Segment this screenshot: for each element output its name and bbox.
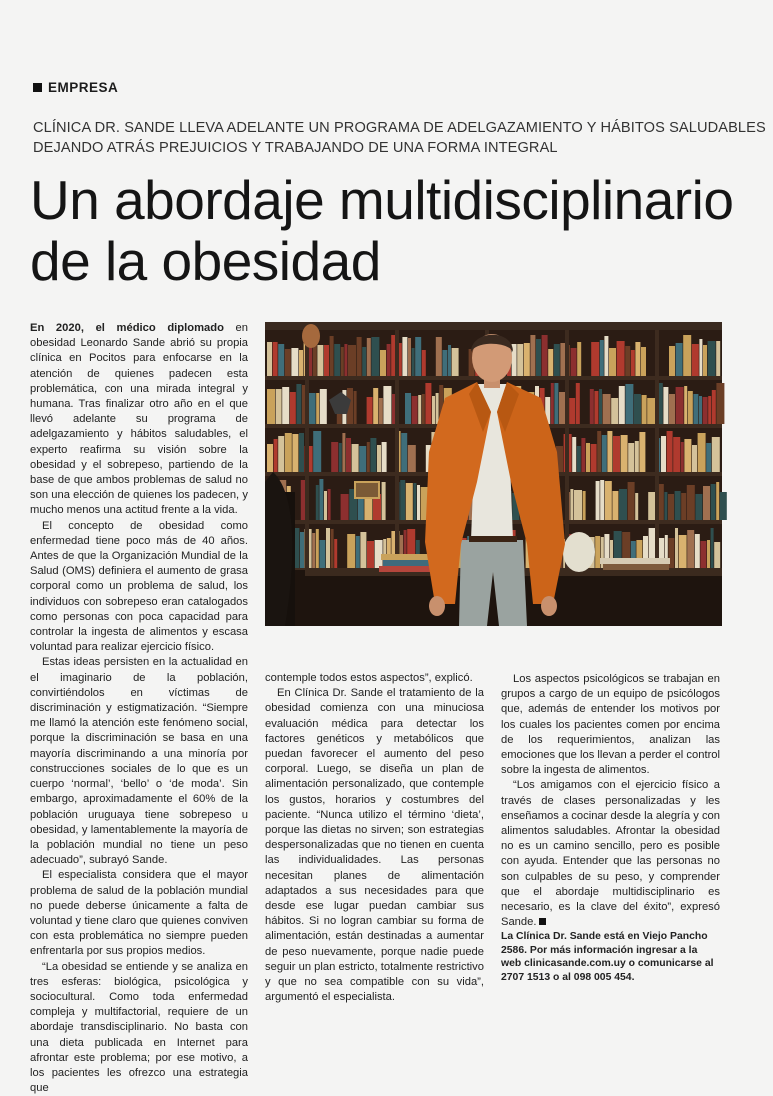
paragraph: “La obesidad se entiende y se analiza en tres esferas: biológica, psicológica y sociocultural. Como toda enfermedad compleja y multifactorial, requiere de un abordaje transdisciplinario. No basta con una dieta publicada en Internet para afrontar este problema; por ese motivo, a los pacientes les ofrezco una estrategia que: [30, 960, 248, 1095]
paragraph: El especialista considera que el mayor problema de salud de la población mundial no puede deberse únicamente a falta de voluntad y tiene claro que quienes conviven con esta problemática no siempre pueden enfrentarla por sus propios medios.: [30, 869, 248, 958]
article-column-3: [501, 672, 720, 984]
end-mark-icon: [539, 918, 546, 925]
paragraph: [30, 321, 248, 519]
paragraph-text: en obesidad Leonardo Sande abrió su propia clínica en Pocitos para enfocarse en la atención de quienes padecen esta problemática, con una mirada integral y humana. Tras finalizar otro año en el que llevó adelante su programa de adelgazamiento y hábitos saludables, el experto reafirma su visión sobre la obesidad y el sobrepeso, partiendo de la base de que ambos problemas de salud no son una elección de quienes los padecen, y mucho menos una actitud frente a la vida.: [30, 322, 248, 517]
headline-line-1: Un abordaje multidisciplinario: [30, 169, 734, 231]
paragraph: El concepto de obesidad como enfermedad tiene poco más de 40 años. Antes de que la Organización Mundial de la Salud (OMS) definiera el aumento de grasa corporal como un problema de salud, los individuos con sobrepeso eran catalogados como personas con poca capacidad para controlar la ingesta de alimentos y escasa voluntad para realizar ejercicio físico.: [30, 519, 248, 654]
paragraph: [501, 778, 720, 930]
headline-line-2: de la obesidad: [30, 230, 381, 292]
article-column-1: [30, 321, 248, 1096]
section-label: [33, 80, 118, 95]
kicker: [33, 118, 766, 158]
headline: [30, 170, 750, 292]
kicker-line-1: CLÍNICA DR. SANDE LLEVA ADELANTE UN PROGRAMA DE ADELGAZAMIENTO Y HÁBITOS SALUDABLES: [33, 120, 766, 136]
section-square-icon: [33, 83, 42, 92]
paragraph: contemple todos estos aspectos”, explicó.: [265, 672, 473, 684]
paragraph: En Clínica Dr. Sande el tratamiento de la obesidad comienza con una minuciosa evaluación médica para detectar los factores genéticos y metabólicos que puedan favorecer el aumento del peso corporal. Luego, se diseña un plan de alimentación personalizado, que contemple los gustos, horarios y costumbres del paciente. “Nunca utilizo el término ‘dieta’, porque las dietas no sirven; son estrategias despersonalizadas que no tienen en cuenta las individualidades. Las personas necesitan planes de alimentación adaptados a sus necesidades para que desde ese lugar puedan cambiar sus hábitos. Si no logran cambiar su forma de alimentación, están destinadas a aumentar de peso nuevamente, porque nadie puede seguir un plan estricto, totalmente restrictivo y que no sea compatible con su vida”, argumentó el especialista.: [265, 687, 484, 1004]
contact-footnote: La Clínica Dr. Sande está en Viejo Pancho 2586. Por más información ingresar a la web clinicasande.com.uy o comunicarse al 2707 1513 o al 098 005 454.: [501, 931, 714, 983]
photo-illustration: [265, 322, 722, 626]
article-photo: [265, 322, 722, 626]
paragraph: Estas ideas persisten en la actualidad en el imaginario de la población, convirtiéndolos en víctimas de discriminación y estigmatización. “Siempre me llamó la atención este fenómeno social, porque la discriminación se basa en una mayoría discriminando a una minoría por construcciones sociales de lo que es un cuerpo ‘normal’, ‘bello’ o ‘de moda’. Sin embargo, aproximadamente el 60% de la población uruguaya tiene sobrepeso u obesidad, y lamentablemente la mayoría de la población mundial no tiene un peso adecuado”, subrayó Sande.: [30, 656, 248, 867]
paragraph-text: “Los amigamos con el ejercicio físico a través de clases personalizadas y les enseñamos a cocinar desde la alegría y con alimentos saludables. Afrontar la obesidad no es un camino sencillo, pero es posible con ayuda. Entender que las personas no son culpables de su peso, y comprender que el abordaje multidisciplinario es necesario, es la clave del éxito”, expresó Sande.: [501, 779, 720, 929]
article-column-2: [265, 671, 484, 1005]
section-name: EMPRESA: [48, 80, 119, 95]
paragraph: Los aspectos psicológicos se trabajan en grupos a cargo de un equipo de psicólogos que, además de entender los motivos por los cuales los pacientes comen por encima de los requerimientos, analizan las emociones que los llevan a perder el control sobre la ingesta de alimentos.: [501, 673, 720, 777]
lead-in: En 2020, el médico diplomado: [30, 322, 224, 334]
kicker-line-2: DEJANDO ATRÁS PREJUICIOS Y TRABAJANDO DE UNA FORMA INTEGRAL: [33, 140, 558, 156]
